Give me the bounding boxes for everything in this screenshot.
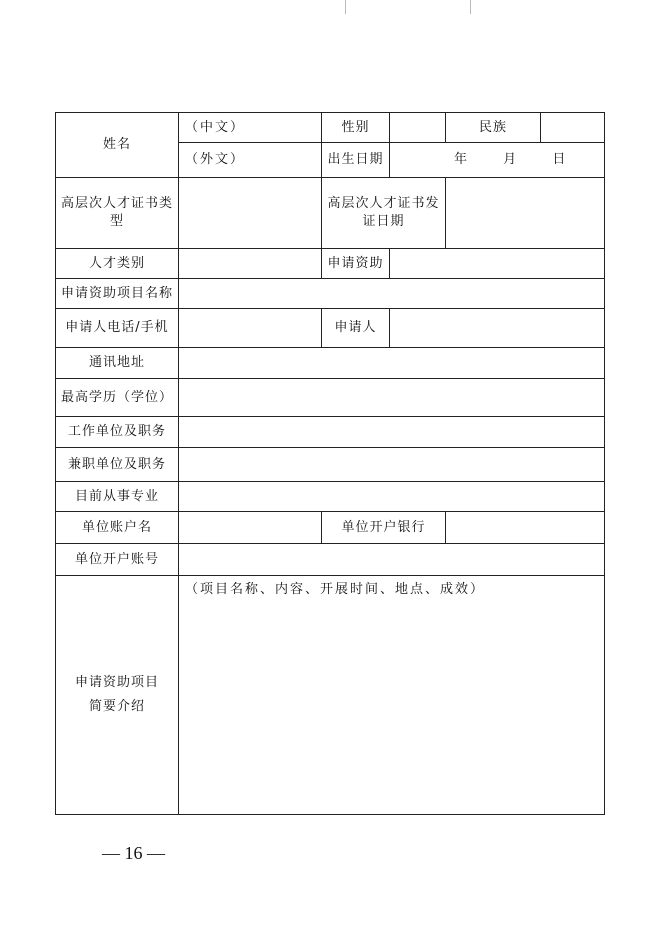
work-unit-field[interactable] xyxy=(179,416,605,447)
cert-date-label: 高层次人才证书发证日期 xyxy=(322,177,446,248)
ethnicity-label: 民族 xyxy=(446,113,541,143)
cert-type-label: 高层次人才证书类型 xyxy=(56,177,179,248)
project-name-label: 申请资助项目名称 xyxy=(56,279,179,309)
cert-type-field[interactable] xyxy=(179,177,322,248)
name-cn-field[interactable]: （中文） xyxy=(179,113,322,143)
education-label: 最高学历（学位） xyxy=(56,379,179,416)
name-foreign-field[interactable]: （外文） xyxy=(179,143,322,177)
birth-date-field[interactable] xyxy=(390,143,605,177)
education-field[interactable] xyxy=(179,379,605,416)
account-no-label: 单位开户账号 xyxy=(56,544,179,575)
name-label: 姓名 xyxy=(56,113,179,178)
gender-label: 性别 xyxy=(322,113,390,143)
applicant-label: 申请人 xyxy=(322,309,390,347)
application-form-table xyxy=(55,112,605,815)
scan-mark-right xyxy=(470,0,471,14)
parttime-field[interactable] xyxy=(179,448,605,481)
specialty-field[interactable] xyxy=(179,481,605,511)
cert-date-field[interactable] xyxy=(446,177,605,248)
page-number: — 16 — xyxy=(102,843,165,863)
account-no-field[interactable] xyxy=(179,544,605,575)
project-name-field[interactable] xyxy=(179,279,605,309)
phone-field[interactable] xyxy=(179,309,322,347)
funding-field[interactable] xyxy=(390,248,605,278)
intro-label xyxy=(56,575,179,814)
bank-label: 单位开户银行 xyxy=(322,512,446,544)
applicant-field[interactable] xyxy=(390,309,605,347)
birth-date-label: 出生日期 xyxy=(322,143,390,177)
ethnicity-field[interactable] xyxy=(541,113,605,143)
intro-field[interactable]: （项目名称、内容、开展时间、地点、成效） xyxy=(179,575,605,814)
scan-mark-left xyxy=(345,0,346,14)
intro-label-line1: 申请资助项目 xyxy=(74,675,159,691)
work-unit-label: 工作单位及职务 xyxy=(56,416,179,447)
date-day: 日 xyxy=(552,152,566,168)
date-year: 年 xyxy=(454,152,468,168)
parttime-label: 兼职单位及职务 xyxy=(56,448,179,481)
gender-field[interactable] xyxy=(390,113,446,143)
intro-label-line2: 简要介绍 xyxy=(88,698,145,714)
phone-label: 申请人电话/手机 xyxy=(56,309,179,347)
date-month: 月 xyxy=(503,152,517,168)
account-name-field[interactable] xyxy=(179,512,322,544)
account-name-label: 单位账户名 xyxy=(56,512,179,544)
talent-category-label: 人才类别 xyxy=(56,248,179,278)
talent-category-field[interactable] xyxy=(179,248,322,278)
funding-label: 申请资助 xyxy=(322,248,390,278)
address-field[interactable] xyxy=(179,347,605,378)
address-label: 通讯地址 xyxy=(56,347,179,378)
specialty-label: 目前从事专业 xyxy=(56,481,179,511)
bank-field[interactable] xyxy=(446,512,605,544)
